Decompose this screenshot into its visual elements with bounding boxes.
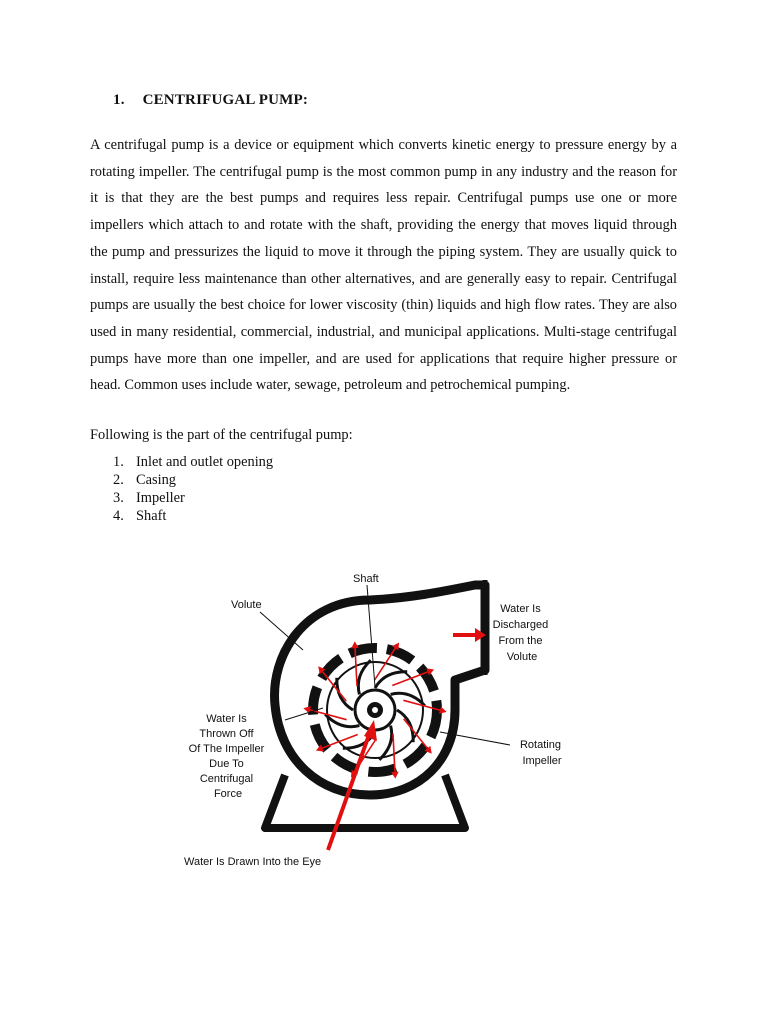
flow-arrow-head xyxy=(353,643,358,648)
flow-arrow-head xyxy=(440,708,445,713)
list-label: Casing xyxy=(136,472,176,488)
list-number: 1. xyxy=(113,454,124,470)
label-rotating-impeller: Rotating Impeller xyxy=(519,739,562,767)
parts-intro: Following is the part of the centrifugal pump: xyxy=(90,427,353,443)
list-item xyxy=(113,489,273,507)
label-volute: Volute xyxy=(231,599,262,611)
flow-arrow xyxy=(319,668,346,702)
label-thrown-off: Water Is Thrown Off Of The Impeller Due To Centrifugal Force xyxy=(188,713,265,800)
list-number: 2. xyxy=(113,472,124,488)
flow-arrow-head xyxy=(428,669,433,674)
section-heading xyxy=(113,92,308,109)
flow-arrow xyxy=(404,719,431,753)
list-label: Shaft xyxy=(136,508,167,524)
list-label: Impeller xyxy=(136,490,185,506)
shaft-center xyxy=(372,707,378,713)
flow-arrow-head xyxy=(318,746,323,751)
flow-arrow-head xyxy=(393,773,398,778)
impeller-vane xyxy=(397,710,413,742)
parts-list xyxy=(113,453,273,525)
list-item xyxy=(113,471,273,489)
list-item xyxy=(113,507,273,525)
label-discharge: Water Is Discharged From the Volute xyxy=(492,603,549,663)
list-label: Inlet and outlet opening xyxy=(136,454,274,470)
flow-arrow-head xyxy=(305,707,310,712)
list-number: 4. xyxy=(113,508,124,524)
body-paragraph: A centrifugal pump is a device or equipment which converts kinetic energy to pressure energy by a rotating impeller. The centrifugal pump is the most common pump in any industry and the reason for it is that they are the best pumps and requires less repair. Centrifugal pumps use one or more impellers which attach to and rotate with the shaft, providing the energy that moves liquid through the pump and pressurizes the liquid to move it through the piping system. They are usually quick to install, require less maintenance than other alternatives, and are generally easy to repair. Centrifugal pumps are usually the best choice for lower viscosity (thin) liquids and high flow rates. They are also used in many residential, commercial, industrial, and municipal applications. Multi-stage centrifugal pumps have more than one impeller, and are used for applications that require higher pressure or head. Common uses include water, sewage, petroleum and petrochemical pumping. xyxy=(90,137,677,394)
list-number: 3. xyxy=(113,490,124,506)
list-item xyxy=(113,453,273,471)
impeller-vane xyxy=(337,678,353,710)
centrifugal-pump-diagram xyxy=(170,560,570,880)
label-shaft: Shaft xyxy=(353,573,379,585)
label-drawn-into-eye: Water Is Drawn Into the Eye xyxy=(184,856,322,868)
impeller-vane xyxy=(375,672,407,688)
heading-text: CENTRIFUGAL PUMP: xyxy=(142,92,309,108)
heading-number: 1. xyxy=(113,92,125,108)
